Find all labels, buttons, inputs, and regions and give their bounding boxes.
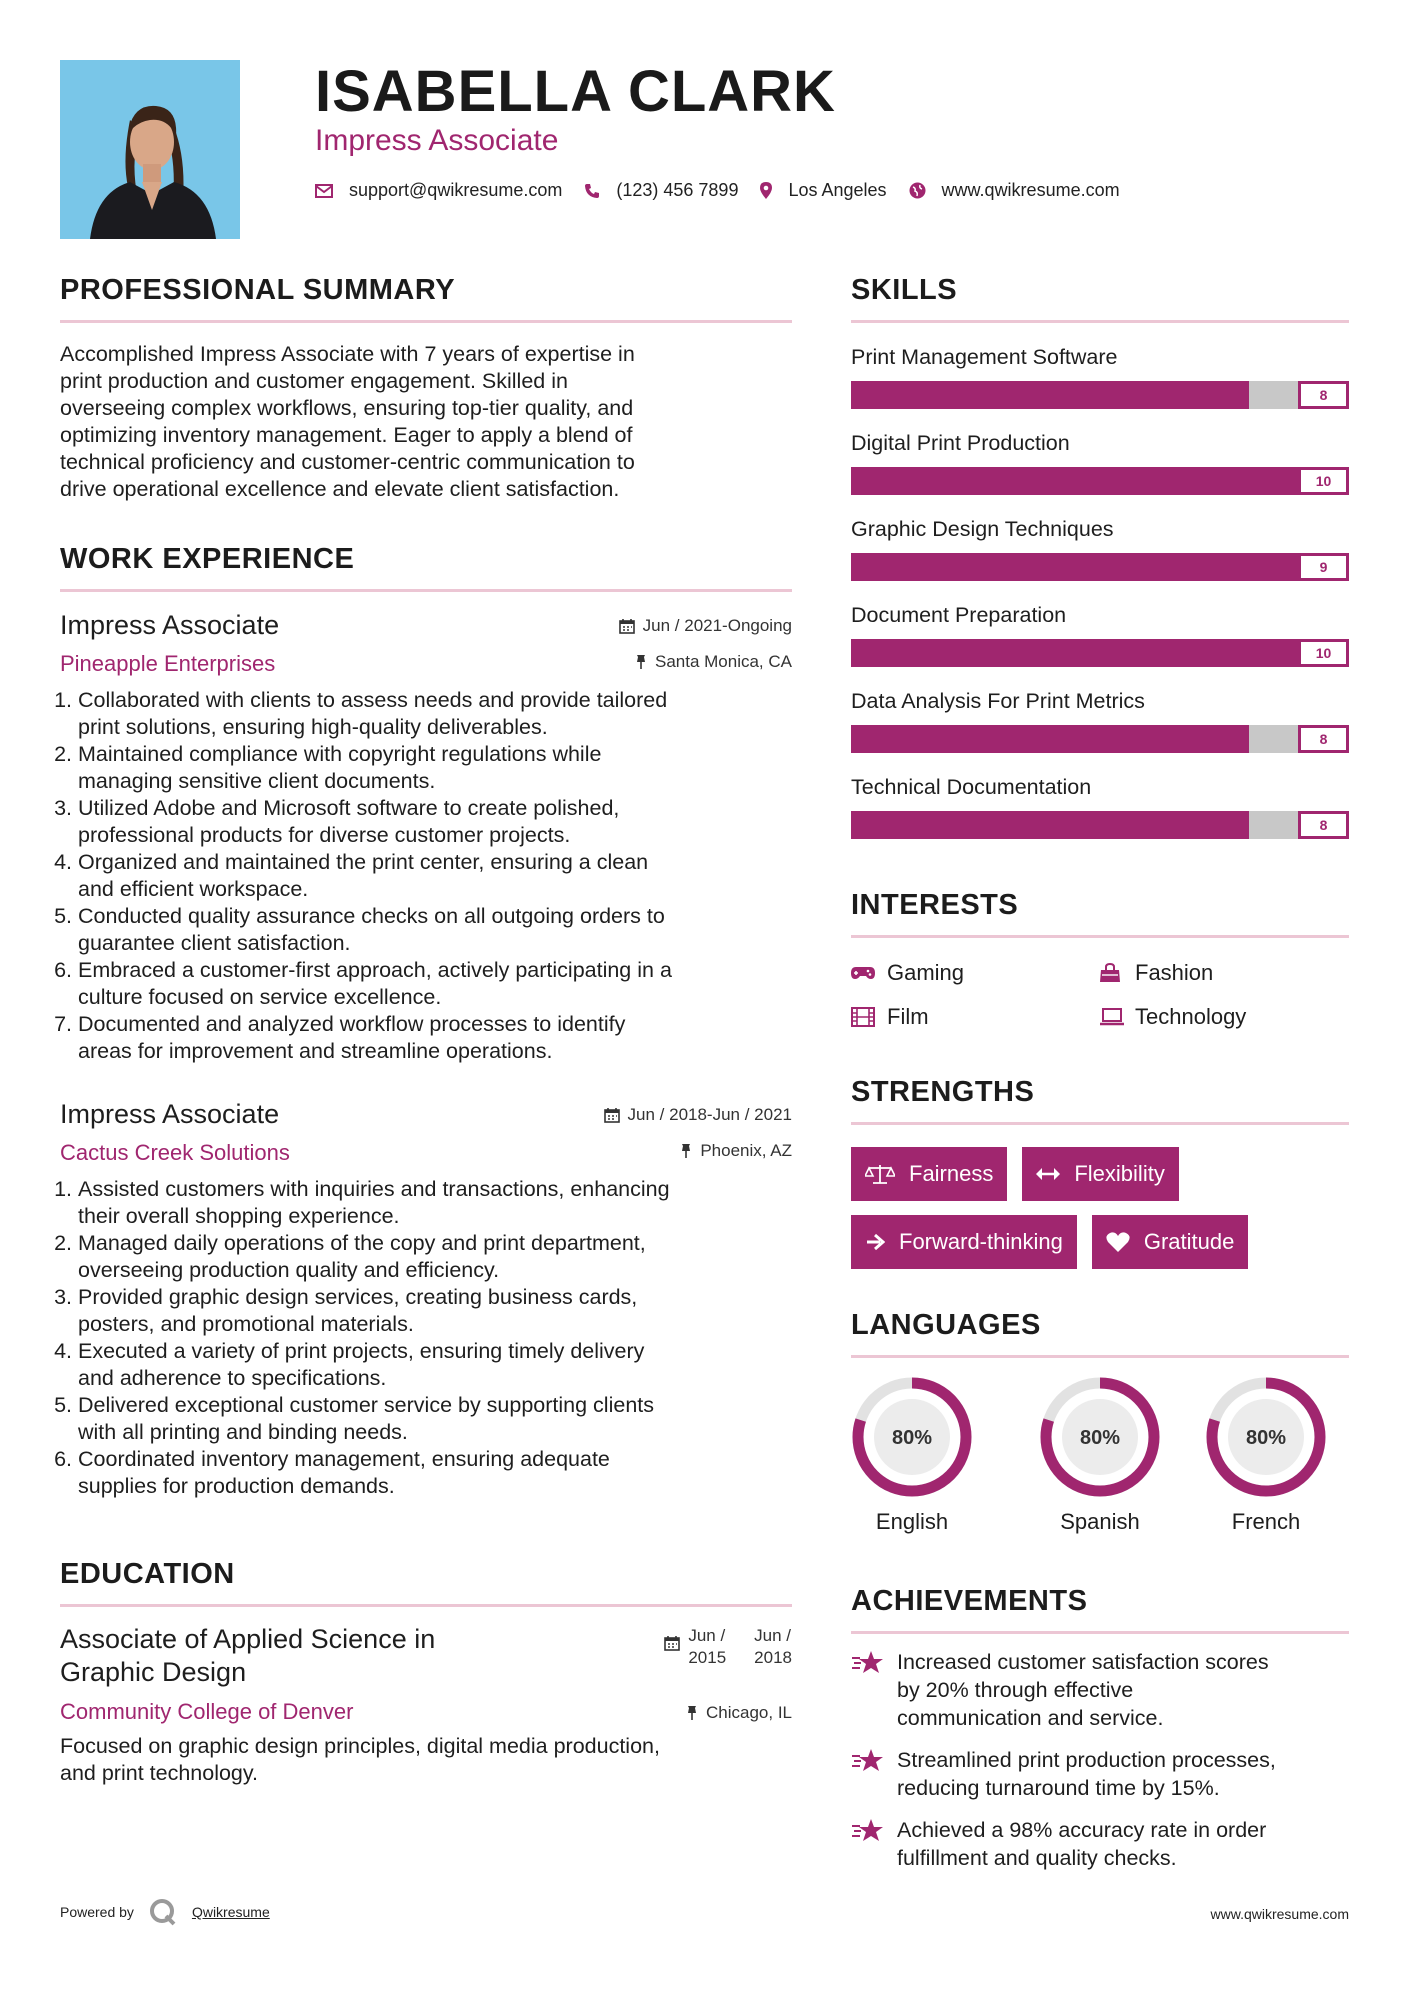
skill-bar-segment	[1050, 467, 1100, 495]
interest-label: Technology	[1135, 1004, 1247, 1029]
arrows-horizontal-icon	[1036, 1167, 1060, 1181]
degree-title: Associate of Applied Science in Graphic Design	[60, 1624, 436, 1687]
education-entry	[60, 1623, 792, 1787]
skill-bar-segment	[951, 553, 1001, 581]
achievement-item	[851, 1816, 1349, 1872]
summary-line: Accomplished Impress Associate with 7 years of expertise in	[60, 342, 635, 366]
skill-name: Technical Documentation	[851, 775, 1092, 799]
film-icon	[851, 1007, 887, 1027]
phone-text: (123) 456 7899	[616, 180, 739, 200]
summary-line: print production and customer engagement. Skilled in	[60, 369, 568, 393]
summary-heading: PROFESSIONAL SUMMARY	[60, 274, 456, 306]
skill-bar-segment	[1200, 811, 1250, 839]
skill-name: Print Management Software	[851, 345, 1118, 369]
job-location-text: Phoenix, AZ	[700, 1141, 792, 1160]
skill-item	[851, 343, 1349, 409]
skill-bar-segment	[1150, 725, 1200, 753]
skill-bar-segment	[951, 467, 1001, 495]
education-dates	[664, 1625, 792, 1669]
skill-value-badge: 9	[1298, 553, 1349, 581]
contact-location	[760, 180, 886, 201]
job-dates-text: Jun / 2018-Jun / 2021	[627, 1105, 792, 1124]
skill-value-badge: 8	[1298, 381, 1349, 409]
language-name: English	[875, 1509, 949, 1534]
achievement-text: Streamlined print production processes, reducing turnaround time by 15%.	[897, 1748, 1276, 1800]
skill-bar-segment	[901, 467, 951, 495]
strength-chip	[851, 1215, 1077, 1269]
skill-bar-segment	[901, 553, 951, 581]
skill-bar-segment	[951, 639, 1001, 667]
language-percent: 80%	[1079, 1427, 1121, 1449]
job-dates	[604, 1105, 792, 1125]
interest-item	[1099, 960, 1347, 986]
skill-item	[851, 429, 1349, 495]
strength-label: Gratitude	[1143, 1229, 1235, 1254]
qwikresume-logo-icon	[148, 1898, 178, 1926]
section-divider	[60, 1604, 792, 1607]
section-divider	[60, 589, 792, 592]
achievement-text: Achieved a 98% accuracy rate in order fulfillment and quality checks.	[897, 1818, 1267, 1870]
bullet-item: 1. Collaborated with clients to assess needs and provide tailored print solutions, ensuring high-quality deliverables.	[78, 687, 792, 741]
interests-section	[851, 885, 1349, 1030]
interest-label: Fashion	[1135, 960, 1214, 985]
skill-bar-segment	[1050, 639, 1100, 667]
skills-section	[851, 270, 1349, 839]
strengths-list	[851, 1147, 1349, 1269]
bullet-item: 5. Delivered exceptional customer service by supporting clients with all printing and binding needs.	[78, 1392, 792, 1446]
skill-bar-segment	[951, 725, 1001, 753]
job-title: Impress Associate	[60, 610, 280, 640]
interest-label: Gaming	[887, 960, 965, 985]
summary-section	[60, 270, 792, 503]
summary-line: optimizing inventory management. Eager to apply a blend of	[60, 423, 633, 447]
pushpin-icon	[686, 1705, 698, 1721]
pushpin-icon	[680, 1143, 692, 1159]
skill-bar-segment	[851, 811, 901, 839]
language-ring	[1039, 1376, 1161, 1498]
skill-bar-segment	[1100, 381, 1150, 409]
strength-label: Flexibility	[1074, 1161, 1165, 1186]
skill-value-badge: 10	[1298, 467, 1349, 495]
education-heading: EDUCATION	[60, 1558, 235, 1590]
skill-bar-segment	[1050, 725, 1100, 753]
languages-list	[851, 1376, 1349, 1535]
skill-bar-segment	[1249, 639, 1299, 667]
languages-section	[851, 1305, 1349, 1535]
skill-bar-segment	[851, 381, 901, 409]
interest-item	[1099, 1004, 1347, 1030]
language-percent: 80%	[1245, 1427, 1287, 1449]
job-location	[680, 1141, 792, 1161]
company-name: Cactus Creek Solutions	[60, 1140, 290, 1165]
job-dates-text: Jun / 2021-Ongoing	[642, 616, 792, 635]
contact-website[interactable]	[909, 180, 1120, 201]
contact-phone[interactable]	[584, 180, 738, 201]
education-section	[60, 1554, 792, 1787]
skill-bar	[851, 639, 1349, 667]
footer-website[interactable]: www.qwikresume.com	[1210, 1906, 1349, 1922]
skill-item	[851, 773, 1349, 839]
phone-icon	[584, 183, 600, 199]
skill-bar-segment	[901, 725, 951, 753]
skill-bar-segment	[1100, 467, 1150, 495]
bullet-item: 6. Embraced a customer-first approach, actively participating in a culture focused on service excellence.	[78, 957, 792, 1011]
bullet-item: 4. Organized and maintained the print center, ensuring a clean and efficient workspace.	[78, 849, 792, 903]
star-trophy-icon	[851, 1648, 897, 1732]
section-divider	[60, 320, 792, 323]
skill-bar-segment	[1050, 811, 1100, 839]
skill-bar-segment	[851, 553, 901, 581]
right-column	[851, 270, 1349, 1872]
website-text: www.qwikresume.com	[941, 180, 1120, 200]
summary-text	[60, 341, 792, 503]
job-bullets	[60, 687, 792, 1065]
strengths-heading: STRENGTHS	[851, 1076, 1035, 1108]
skill-bar-segment	[901, 381, 951, 409]
skill-bar-segment	[1200, 725, 1250, 753]
bullet-item: 3. Utilized Adobe and Microsoft software to create polished, professional products for diverse customer projects.	[78, 795, 792, 849]
job-dates	[619, 616, 792, 636]
bullet-item: 1. Assisted customers with inquiries and transactions, enhancing their overall shopping experience.	[78, 1176, 792, 1230]
language-item	[1183, 1376, 1349, 1535]
summary-line: technical proficiency and customer-centric communication to	[60, 450, 635, 474]
skill-bar-segment	[851, 467, 901, 495]
calendar-icon	[664, 1625, 680, 1669]
profile-photo-illustration	[60, 60, 240, 239]
skill-bar-segment	[951, 811, 1001, 839]
skill-bar	[851, 725, 1349, 753]
experience-section	[60, 539, 792, 1500]
job-location-text: Santa Monica, CA	[654, 652, 792, 671]
education-location	[686, 1703, 792, 1723]
skill-item	[851, 601, 1349, 667]
skill-bar-segment	[1150, 381, 1200, 409]
skill-bar-segment	[1000, 381, 1050, 409]
skill-bar	[851, 811, 1349, 839]
candidate-name: ISABELLA CLARK	[315, 59, 836, 124]
strength-chip	[1092, 1215, 1249, 1269]
skill-name: Document Preparation	[851, 603, 1067, 627]
skill-bar-segment	[1150, 639, 1200, 667]
skill-bar-segment	[1200, 553, 1250, 581]
skill-bar-segment	[901, 811, 951, 839]
skill-bar	[851, 381, 1349, 409]
education-location-text: Chicago, IL	[706, 1703, 792, 1722]
skill-bar-segment	[901, 639, 951, 667]
bullet-item: 4. Executed a variety of print projects, ensuring timely delivery and adherence to specifications.	[78, 1338, 792, 1392]
skill-value-badge: 8	[1298, 725, 1349, 753]
skill-value-badge: 8	[1298, 811, 1349, 839]
skill-bar-segment	[1249, 467, 1299, 495]
language-item	[1017, 1376, 1183, 1535]
skill-bar-segment	[1000, 467, 1050, 495]
section-divider	[851, 935, 1349, 938]
achievements-heading: ACHIEVEMENTS	[851, 1585, 1088, 1617]
shopping-bag-icon	[1099, 963, 1135, 983]
bullet-item: 3. Provided graphic design services, creating business cards, posters, and promotional materials.	[78, 1284, 792, 1338]
education-description: Focused on graphic design principles, digital media production, and print technology.	[60, 1734, 660, 1785]
job-title: Impress Associate	[60, 1099, 280, 1129]
skill-bar-segment	[951, 381, 1001, 409]
job-entry	[60, 610, 792, 1065]
section-divider	[851, 320, 1349, 323]
achievement-item	[851, 1746, 1349, 1802]
envelope-icon	[315, 184, 333, 198]
skill-bar-segment	[1150, 467, 1200, 495]
summary-line: overseeing complex workflows, ensuring top-tier quality, and	[60, 396, 634, 420]
heart-icon	[1106, 1232, 1130, 1253]
interest-item	[851, 1004, 1099, 1030]
skill-name: Digital Print Production	[851, 431, 1070, 455]
education-start: Jun / 2015	[688, 1626, 727, 1667]
interests-heading: INTERESTS	[851, 889, 1019, 921]
skill-value-badge: 10	[1298, 639, 1349, 667]
job-bullets	[60, 1176, 792, 1500]
strength-chip	[1022, 1147, 1178, 1201]
arrow-right-icon	[865, 1232, 885, 1252]
skill-bar-segment	[1050, 553, 1100, 581]
section-divider	[851, 1355, 1349, 1358]
star-trophy-icon	[851, 1746, 897, 1802]
job-entry	[60, 1099, 792, 1500]
skill-bar-segment	[1000, 639, 1050, 667]
bullet-item: 2. Maintained compliance with copyright regulations while managing sensitive client documents.	[78, 741, 792, 795]
achievements-section	[851, 1581, 1349, 1872]
bullet-item: 5. Conducted quality assurance checks on all outgoing orders to guarantee client satisfaction.	[78, 903, 792, 957]
map-marker-icon	[760, 182, 772, 199]
strength-label: Forward-thinking	[899, 1229, 1063, 1254]
skills-heading: SKILLS	[851, 274, 958, 306]
section-divider	[851, 1631, 1349, 1634]
skill-bar-segment	[1100, 639, 1150, 667]
skill-item	[851, 515, 1349, 581]
language-item	[851, 1376, 1017, 1535]
powered-by-text: Powered by	[60, 1904, 134, 1920]
school-name: Community College of Denver	[60, 1699, 354, 1724]
skill-bar-segment	[851, 725, 901, 753]
education-end: Jun / 2018	[754, 1626, 792, 1667]
skill-bar-segment	[1249, 811, 1299, 839]
bullet-item: 6. Coordinated inventory management, ensuring adequate supplies for production demands.	[78, 1446, 792, 1500]
achievements-list	[851, 1648, 1349, 1872]
candidate-title: Impress Associate	[315, 124, 559, 157]
skill-bar-segment	[1100, 553, 1150, 581]
profile-photo	[60, 60, 240, 239]
language-name: Spanish	[1060, 1509, 1140, 1534]
company-name: Pineapple Enterprises	[60, 651, 276, 676]
calendar-icon	[604, 1107, 620, 1123]
left-column	[60, 270, 792, 1787]
globe-icon	[909, 182, 926, 199]
interests-list	[851, 960, 1349, 1030]
location-text: Los Angeles	[788, 180, 887, 200]
language-ring	[851, 1376, 973, 1498]
skill-bar-segment	[1100, 811, 1150, 839]
footer-powered-by	[60, 1898, 270, 1926]
skill-bar	[851, 467, 1349, 495]
contact-email[interactable]	[315, 180, 562, 201]
languages-heading: LANGUAGES	[851, 1309, 1041, 1341]
calendar-icon	[619, 618, 635, 634]
language-name: French	[1231, 1509, 1301, 1534]
skill-bar-segment	[851, 639, 901, 667]
interest-label: Film	[887, 1004, 929, 1029]
skill-bar-segment	[1200, 639, 1250, 667]
bullet-item: 7. Documented and analyzed workflow processes to identify areas for improvement and streamline operations.	[78, 1011, 792, 1065]
skill-name: Data Analysis For Print Metrics	[851, 689, 1145, 713]
balance-scale-icon	[865, 1163, 895, 1185]
laptop-icon	[1099, 1008, 1135, 1026]
strengths-section	[851, 1072, 1349, 1269]
skill-bar-segment	[1200, 467, 1250, 495]
contact-bar	[315, 180, 1142, 201]
strength-chip	[851, 1147, 1007, 1201]
pushpin-icon	[635, 654, 647, 670]
job-location	[635, 652, 792, 672]
language-percent: 80%	[891, 1427, 933, 1449]
email-text: support@qwikresume.com	[349, 180, 563, 200]
skill-bar-segment	[1050, 381, 1100, 409]
star-trophy-icon	[851, 1816, 897, 1872]
achievement-item	[851, 1648, 1349, 1732]
language-ring	[1205, 1376, 1327, 1498]
skill-bar-segment	[1200, 381, 1250, 409]
skill-bar	[851, 553, 1349, 581]
skill-bar-segment	[1000, 811, 1050, 839]
qwikresume-link[interactable]: Qwikresume	[191, 1904, 270, 1920]
gamepad-icon	[851, 966, 887, 980]
skill-bar-segment	[1249, 381, 1299, 409]
skill-item	[851, 687, 1349, 753]
skill-bar-segment	[1100, 725, 1150, 753]
section-divider	[851, 1122, 1349, 1125]
skill-bar-segment	[1150, 553, 1200, 581]
skill-bar-segment	[1249, 553, 1299, 581]
skills-list	[851, 343, 1349, 839]
achievement-text: Increased customer satisfaction scores by 20% through effective communication and service.	[897, 1650, 1269, 1730]
strength-label: Fairness	[909, 1161, 994, 1186]
interest-item	[851, 960, 1099, 986]
summary-line: drive operational excellence and elevate client satisfaction.	[60, 477, 620, 501]
skill-bar-segment	[1150, 811, 1200, 839]
bullet-item: 2. Managed daily operations of the copy and print department, overseeing production quality and efficiency.	[78, 1230, 792, 1284]
experience-heading: WORK EXPERIENCE	[60, 543, 355, 575]
skill-bar-segment	[1000, 725, 1050, 753]
skill-bar-segment	[1249, 725, 1299, 753]
skill-bar-segment	[1000, 553, 1050, 581]
skill-name: Graphic Design Techniques	[851, 517, 1114, 541]
